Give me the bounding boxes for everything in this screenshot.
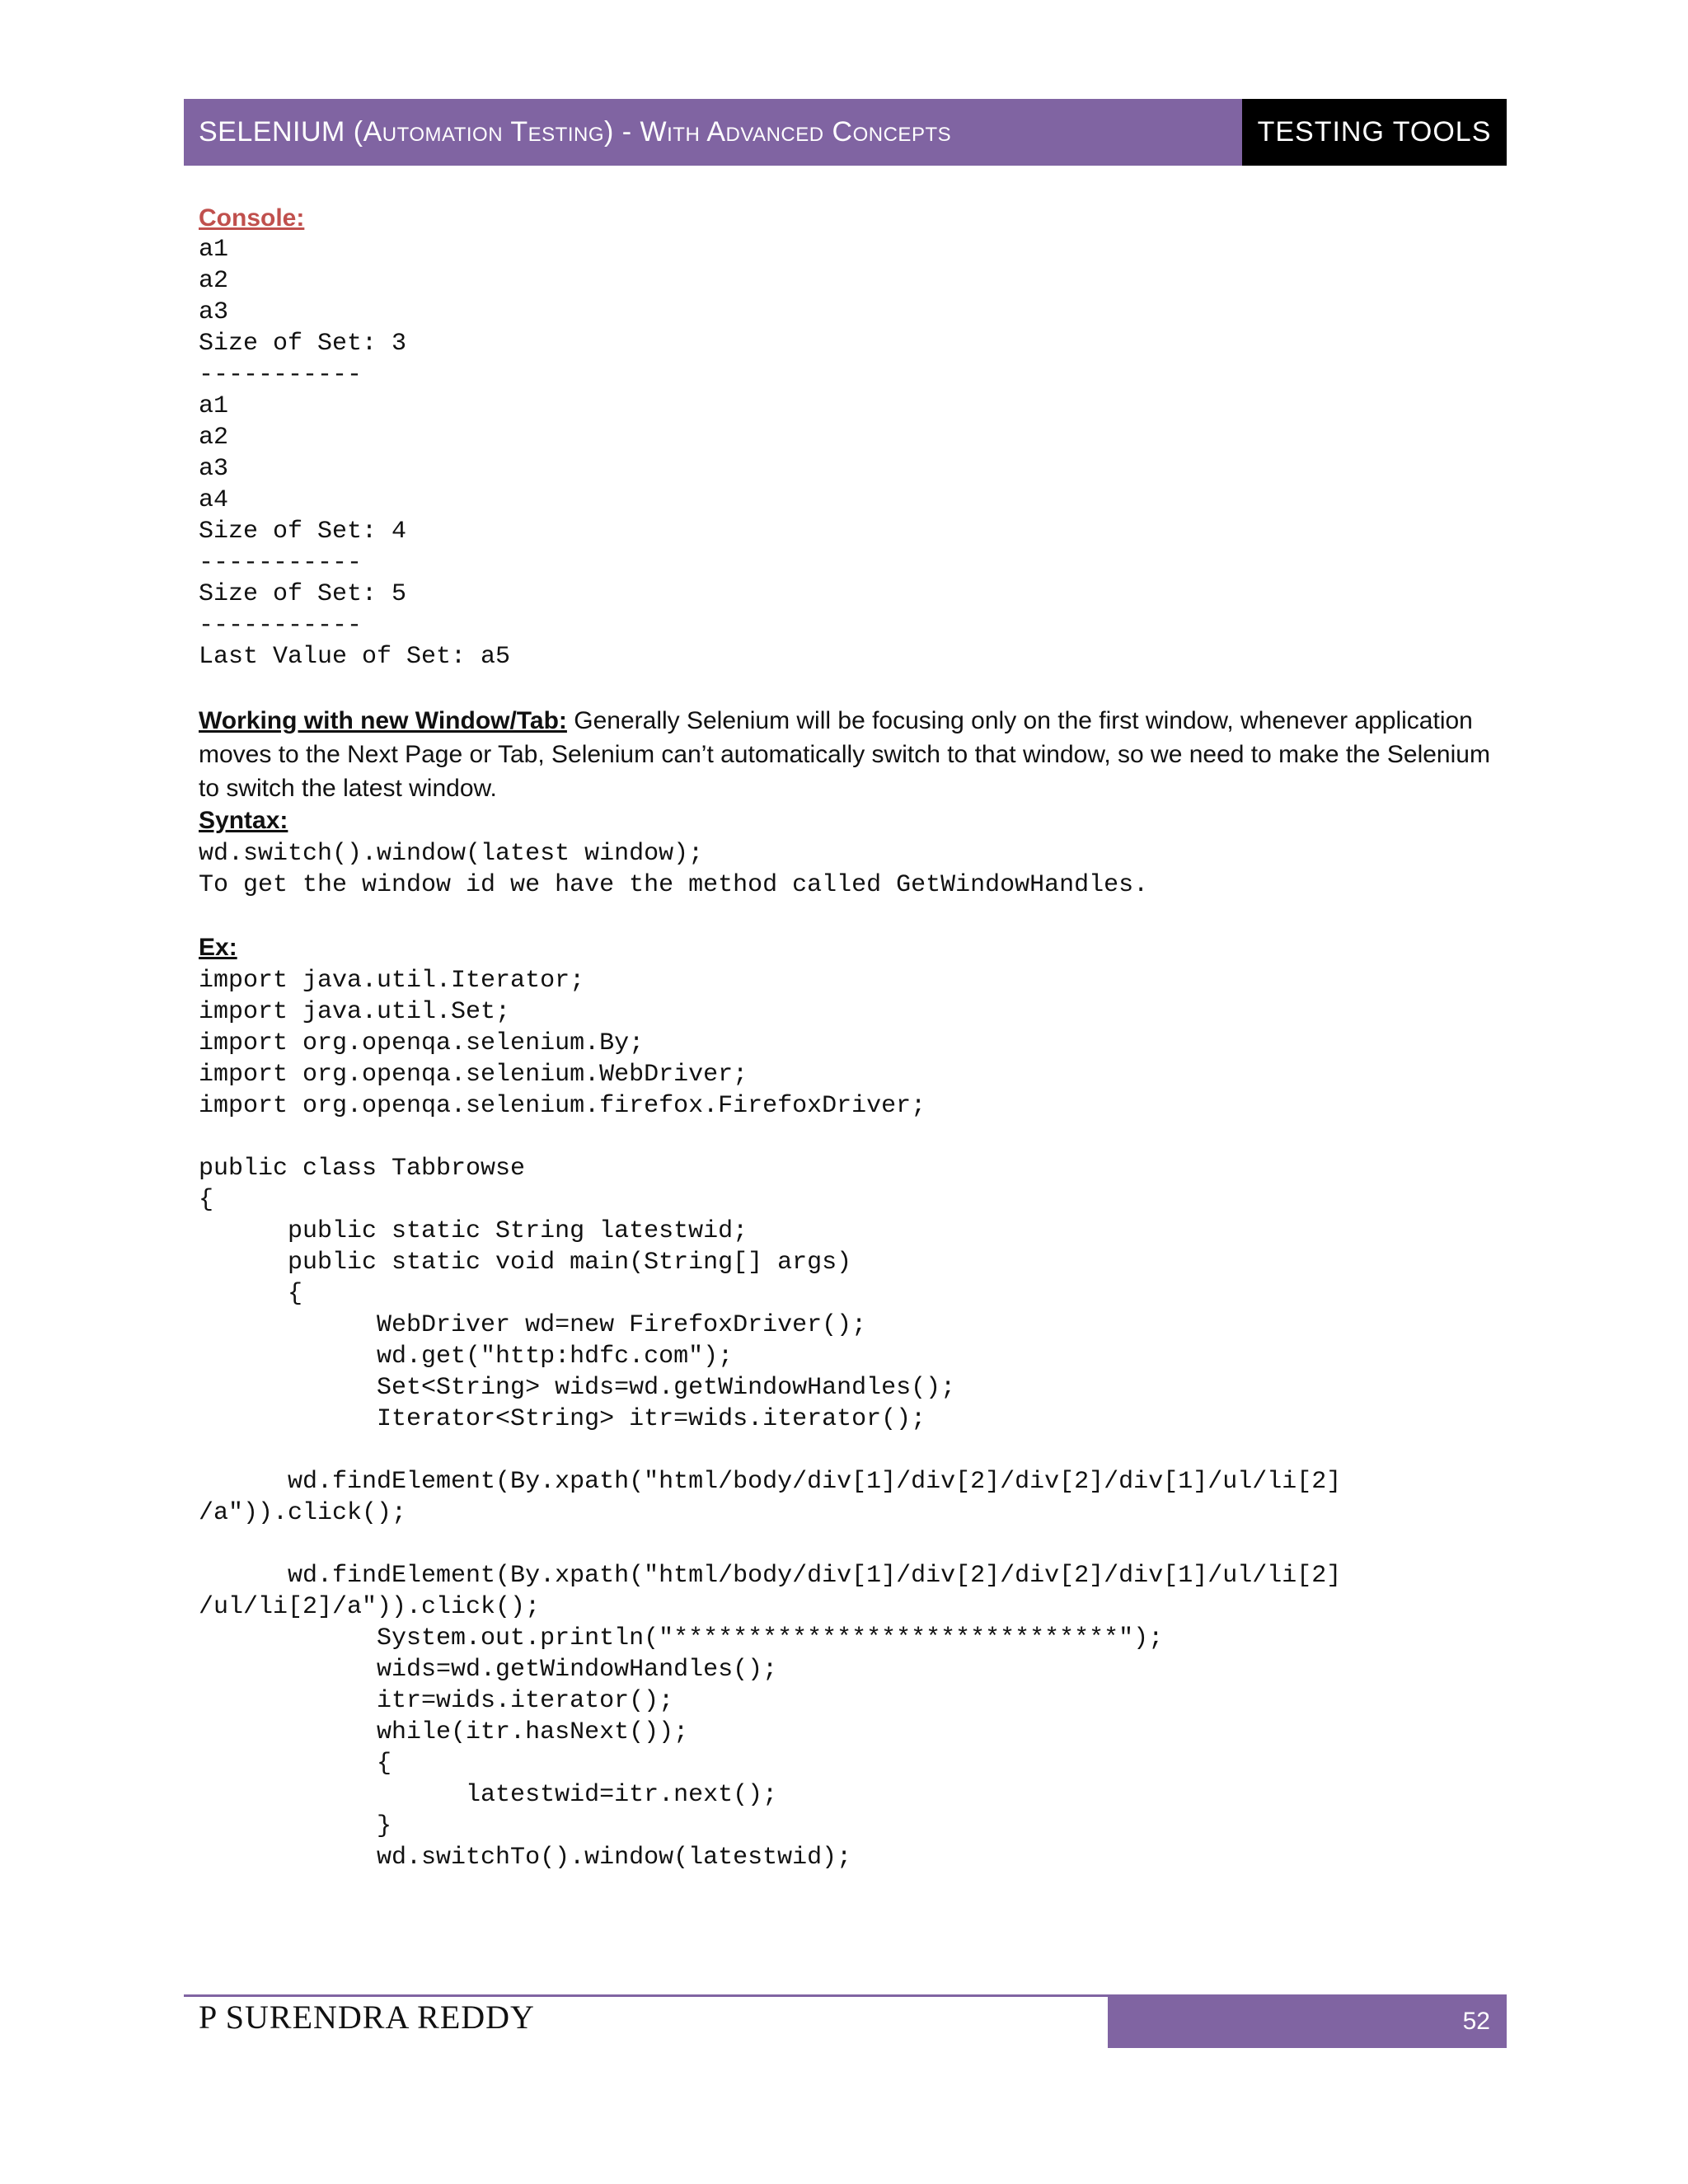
section-paragraph <box>199 704 1501 805</box>
console-line: ----------- <box>199 361 363 389</box>
code-line: /ul/li[2]/a")).click(); <box>199 1593 541 1621</box>
code-line: public static void main(String[] args) <box>199 1249 852 1277</box>
header-title-band <box>184 99 1242 166</box>
code-line <box>199 1435 1501 1466</box>
console-line: Size of Set: 4 <box>199 518 407 546</box>
console-line: a2 <box>199 424 229 452</box>
console-line: ----------- <box>199 612 363 640</box>
console-line: a3 <box>199 455 229 483</box>
code-line: Set<String> wids=wd.getWindowHandles(); <box>199 1374 956 1402</box>
syntax-label: Syntax: <box>199 807 288 834</box>
code-line: /a")).click(); <box>199 1499 407 1527</box>
example-label: Ex: <box>199 934 237 961</box>
footer-author: P SURENDRA REDDY <box>199 1999 535 2036</box>
console-line: a1 <box>199 236 229 264</box>
section-heading: Working with new Window/Tab: <box>199 707 567 734</box>
code-line: import org.openqa.selenium.By; <box>199 1029 645 1057</box>
spacer <box>199 673 1501 704</box>
code-line: while(itr.hasNext()); <box>199 1718 689 1746</box>
code-line: import org.openqa.selenium.WebDriver; <box>199 1061 748 1089</box>
code-line: { <box>199 1280 303 1308</box>
code-line: import java.util.Set; <box>199 998 511 1026</box>
code-line: Iterator<String> itr=wids.iterator(); <box>199 1405 926 1433</box>
console-line: a1 <box>199 392 229 420</box>
code-line: System.out.println("******************************"); <box>199 1624 1164 1652</box>
page-header <box>184 99 1507 166</box>
console-line: a3 <box>199 298 229 326</box>
console-output <box>199 234 1501 673</box>
header-badge: TESTING TOOLS <box>1257 116 1492 148</box>
code-line: { <box>199 1750 392 1778</box>
code-line: } <box>199 1812 392 1840</box>
header-badge-band <box>1242 99 1507 166</box>
section-body: Generally Selenium will be focusing only on the first window, whenever application moves to the Next Page or Tab, Selenium can’t automatically switch to that window, so we need to make the Selenium to switch the latest window. <box>199 707 1490 802</box>
code-line: latestwid=itr.next(); <box>199 1781 778 1809</box>
page-content <box>199 203 1501 1873</box>
console-line: Size of Set: 3 <box>199 330 407 358</box>
spacer <box>199 901 1501 932</box>
code-line: public class Tabbrowse <box>199 1155 526 1183</box>
footer-page-band <box>1108 1994 1507 2048</box>
header-title-subtitle: (Automation Testing) - With Advanced Concepts <box>345 116 952 148</box>
console-line: Last Value of Set: a5 <box>199 643 511 671</box>
page-number: 52 <box>1462 2007 1490 2035</box>
example-code <box>199 965 1501 1873</box>
syntax-line: wd.switch().window(latest window); <box>199 840 704 868</box>
code-line: wd.get("http:hdfc.com"); <box>199 1343 734 1371</box>
code-line <box>199 1529 1501 1560</box>
code-line: { <box>199 1186 214 1214</box>
code-line: wd.findElement(By.xpath("html/body/div[1]/div[2]/div[2]/div[1]/ul/li[2] <box>199 1562 1342 1590</box>
header-title-main: SELENIUM <box>199 116 345 148</box>
syntax-code <box>199 838 1501 901</box>
console-line: ----------- <box>199 549 363 577</box>
console-label: Console: <box>199 204 305 232</box>
code-line: import org.openqa.selenium.firefox.FirefoxDriver; <box>199 1092 926 1120</box>
code-line: itr=wids.iterator(); <box>199 1687 674 1715</box>
code-line: public static String latestwid; <box>199 1217 748 1245</box>
code-line: wids=wd.getWindowHandles(); <box>199 1656 778 1684</box>
syntax-line: To get the window id we have the method called GetWindowHandles. <box>199 871 1149 899</box>
code-line: wd.findElement(By.xpath("html/body/div[1]/div[2]/div[2]/div[1]/ul/li[2] <box>199 1468 1342 1496</box>
code-line: wd.switchTo().window(latestwid); <box>199 1844 852 1872</box>
console-line: a4 <box>199 486 229 514</box>
console-line: a2 <box>199 267 229 295</box>
console-line: Size of Set: 5 <box>199 580 407 608</box>
header-title <box>199 116 951 148</box>
code-line: WebDriver wd=new FirefoxDriver(); <box>199 1311 867 1339</box>
code-line: import java.util.Iterator; <box>199 967 585 995</box>
code-line <box>199 1122 1501 1153</box>
